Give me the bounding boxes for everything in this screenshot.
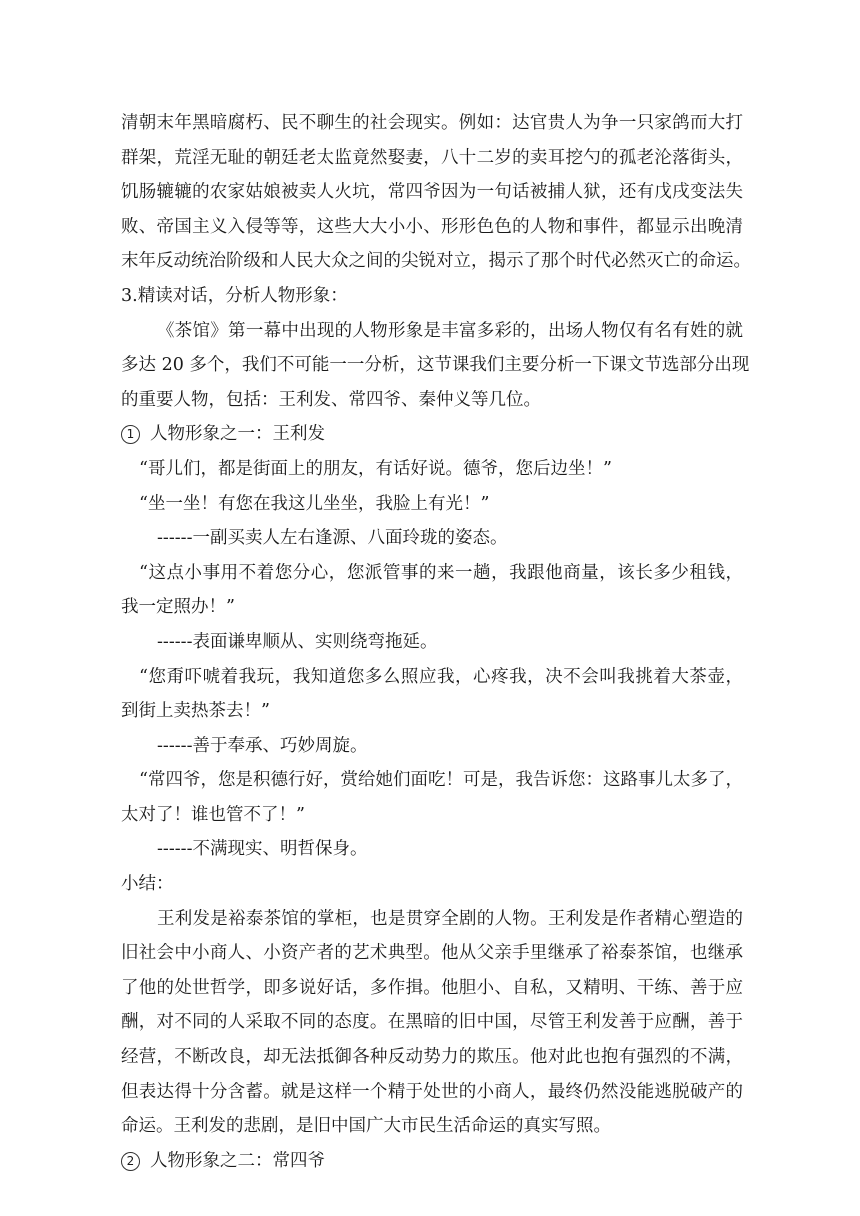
quote-line: “这点小事用不着您分心，您派管事的来一趟，我跟他商量，该长多少租钱， xyxy=(139,562,743,583)
text-line: 经营，不断改良，却无法抵御各种反动势力的欺压。他对此也抱有强烈的不满， xyxy=(121,1047,743,1068)
text-line: 末年反动统治阶级和人民大众之间的尖锐对立，揭示了那个时代必然灭亡的命运。 xyxy=(121,251,751,272)
text-line: 《茶馆》第一幕中出现的人物形象是丰富多彩的，出场人物仅有名有姓的就 xyxy=(157,320,743,341)
text-line: 了他的处世哲学，即多说好话，多作揖。他胆小、自私，又精明、干练、善于应 xyxy=(121,977,743,998)
analysis-note: ------善于奉承、巧妙周旋。 xyxy=(157,735,368,756)
character-heading-1 xyxy=(121,417,743,452)
analysis-note: ------表面谦卑顺从、实则绕弯拖延。 xyxy=(157,631,438,652)
character-heading-title: 人物形象之二：常四爷 xyxy=(150,1150,325,1171)
text-line: 的重要人物，包括：王利发、常四爷、秦仲义等几位。 xyxy=(121,389,541,410)
character-heading-title: 人物形象之一：王利发 xyxy=(150,424,325,445)
quote-line: “常四爷，您是积德行好，赏给她们面吃！可是，我告诉您：这路事儿太多了， xyxy=(139,770,743,791)
text-line: 多达 20 多个，我们不可能一一分析，这节课我们主要分析一下课文节选部分出现 xyxy=(121,355,750,376)
document-body xyxy=(121,106,751,1178)
text-line: 败、帝国主义入侵等等，这些大大小小、形形色色的人物和事件，都显示出晚清 xyxy=(121,216,743,237)
text-line: 清朝末年黑暗腐朽、民不聊生的社会现实。例如：达官贵人为争一只家鸽而大打 xyxy=(121,113,743,133)
character-heading-2 xyxy=(121,1144,743,1179)
quote-line: “您甭吓唬着我玩，我知道您多么照应我，心疼我，决不会叫我挑着大茶壶， xyxy=(139,666,743,687)
analysis-note: ------不满现实、明哲保身。 xyxy=(157,839,368,860)
text-line: 群架，荒淫无耻的朝廷老太监竟然娶妻，八十二岁的卖耳挖勺的孤老沦落街头， xyxy=(121,147,743,168)
circled-number: 2 xyxy=(121,1152,140,1171)
analysis-note: ------一副买卖人左右逢源、八面玲珑的姿态。 xyxy=(157,528,508,549)
text-line: 饥肠辘辘的农家姑娘被卖人火坑，常四爷因为一句话被捕人狱，还有戊戌变法失 xyxy=(121,182,743,203)
text-line: 但表达得十分含蓄。就是这样一个精于处世的小商人，最终仍然没能逃脱破产的 xyxy=(121,1081,743,1102)
quote-line: “坐一坐！有您在我这儿坐坐，我脸上有光！” xyxy=(139,493,490,514)
quote-line: 到街上卖热茶去！” xyxy=(121,701,270,722)
text-line: 酬，对不同的人采取不同的态度。在黑暗的旧中国，尽管王利发善于应酬，善于 xyxy=(121,1012,743,1033)
quote-line: “哥儿们，都是街面上的朋友，有话好说。德爷，您后边坐！” xyxy=(139,458,612,479)
text-line: 旧社会中小商人、小资产者的艺术典型。他从父亲手里继承了裕泰茶馆，也继承 xyxy=(121,943,743,964)
quote-line: 太对了！谁也管不了！” xyxy=(121,804,305,825)
circled-number: 1 xyxy=(121,425,140,444)
quote-line: 我一定照办！” xyxy=(121,597,235,618)
summary-label: 小结： xyxy=(121,874,174,895)
section-heading: 3.精读对话，分析人物形象： xyxy=(121,285,348,306)
text-line: 命运。王利发的悲剧，是旧中国广大市民生活命运的真实写照。 xyxy=(121,1116,611,1137)
text-line: 王利发是裕泰茶馆的掌柜，也是贯穿全剧的人物。王利发是作者精心塑造的 xyxy=(157,908,743,929)
